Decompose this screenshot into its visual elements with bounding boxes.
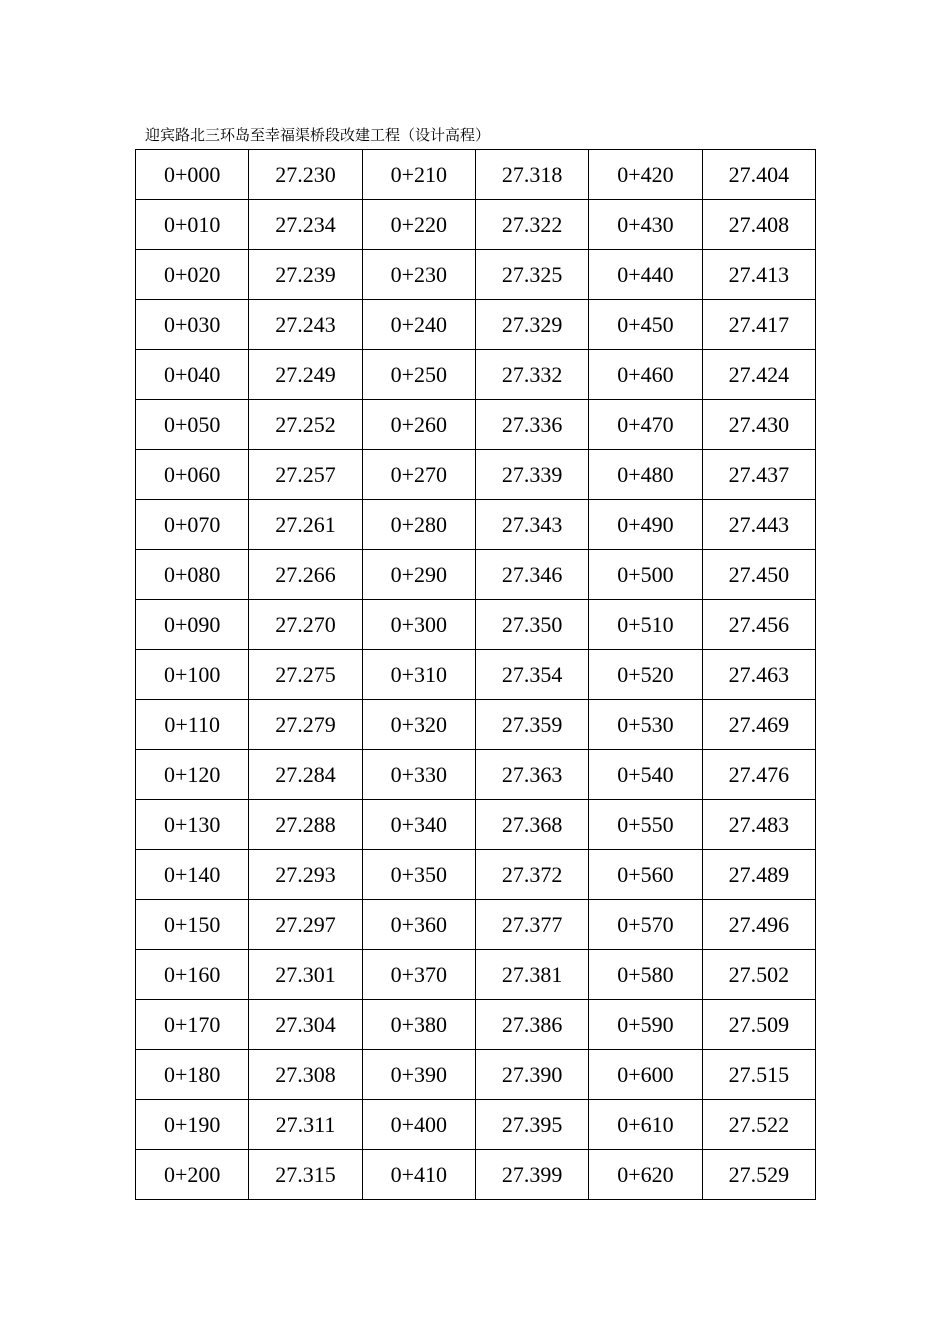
- elevation-cell: 27.318: [475, 150, 588, 200]
- elevation-cell: 27.346: [475, 550, 588, 600]
- station-cell: 0+260: [362, 400, 475, 450]
- station-cell: 0+230: [362, 250, 475, 300]
- station-cell: 0+530: [589, 700, 702, 750]
- elevation-cell: 27.279: [249, 700, 362, 750]
- station-cell: 0+450: [589, 300, 702, 350]
- elevation-cell: 27.297: [249, 900, 362, 950]
- table-row: [136, 550, 816, 600]
- station-cell: 0+250: [362, 350, 475, 400]
- station-cell: 0+000: [136, 150, 249, 200]
- station-cell: 0+350: [362, 850, 475, 900]
- station-cell: 0+600: [589, 1050, 702, 1100]
- station-cell: 0+120: [136, 750, 249, 800]
- elevation-cell: 27.437: [702, 450, 815, 500]
- table-row: [136, 750, 816, 800]
- elevation-cell: 27.270: [249, 600, 362, 650]
- elevation-cell: 27.293: [249, 850, 362, 900]
- elevation-cell: 27.284: [249, 750, 362, 800]
- station-cell: 0+270: [362, 450, 475, 500]
- elevation-cell: 27.443: [702, 500, 815, 550]
- elevation-cell: 27.230: [249, 150, 362, 200]
- elevation-cell: 27.257: [249, 450, 362, 500]
- elevation-cell: 27.343: [475, 500, 588, 550]
- station-cell: 0+330: [362, 750, 475, 800]
- elevation-cell: 27.476: [702, 750, 815, 800]
- elevation-cell: 27.456: [702, 600, 815, 650]
- station-cell: 0+130: [136, 800, 249, 850]
- station-cell: 0+040: [136, 350, 249, 400]
- elevation-cell: 27.234: [249, 200, 362, 250]
- elevation-table: [135, 149, 816, 1200]
- station-cell: 0+060: [136, 450, 249, 500]
- station-cell: 0+210: [362, 150, 475, 200]
- station-cell: 0+520: [589, 650, 702, 700]
- station-cell: 0+310: [362, 650, 475, 700]
- elevation-cell: 27.301: [249, 950, 362, 1000]
- elevation-cell: 27.372: [475, 850, 588, 900]
- elevation-cell: 27.315: [249, 1150, 362, 1200]
- station-cell: 0+480: [589, 450, 702, 500]
- elevation-cell: 27.304: [249, 1000, 362, 1050]
- elevation-cell: 27.261: [249, 500, 362, 550]
- elevation-cell: 27.386: [475, 1000, 588, 1050]
- table-row: [136, 600, 816, 650]
- table-row: [136, 150, 816, 200]
- station-cell: 0+320: [362, 700, 475, 750]
- station-cell: 0+190: [136, 1100, 249, 1150]
- elevation-cell: 27.502: [702, 950, 815, 1000]
- station-cell: 0+370: [362, 950, 475, 1000]
- elevation-cell: 27.390: [475, 1050, 588, 1100]
- table-row: [136, 250, 816, 300]
- station-cell: 0+090: [136, 600, 249, 650]
- elevation-cell: 27.288: [249, 800, 362, 850]
- elevation-cell: 27.359: [475, 700, 588, 750]
- station-cell: 0+470: [589, 400, 702, 450]
- table-row: [136, 1000, 816, 1050]
- station-cell: 0+150: [136, 900, 249, 950]
- station-cell: 0+570: [589, 900, 702, 950]
- elevation-cell: 27.377: [475, 900, 588, 950]
- elevation-cell: 27.311: [249, 1100, 362, 1150]
- elevation-cell: 27.363: [475, 750, 588, 800]
- elevation-cell: 27.424: [702, 350, 815, 400]
- elevation-cell: 27.329: [475, 300, 588, 350]
- station-cell: 0+020: [136, 250, 249, 300]
- elevation-cell: 27.399: [475, 1150, 588, 1200]
- station-cell: 0+380: [362, 1000, 475, 1050]
- elevation-cell: 27.529: [702, 1150, 815, 1200]
- station-cell: 0+050: [136, 400, 249, 450]
- station-cell: 0+620: [589, 1150, 702, 1200]
- station-cell: 0+110: [136, 700, 249, 750]
- elevation-cell: 27.266: [249, 550, 362, 600]
- table-row: [136, 200, 816, 250]
- station-cell: 0+220: [362, 200, 475, 250]
- elevation-cell: 27.308: [249, 1050, 362, 1100]
- table-row: [136, 450, 816, 500]
- station-cell: 0+100: [136, 650, 249, 700]
- elevation-cell: 27.463: [702, 650, 815, 700]
- elevation-cell: 27.354: [475, 650, 588, 700]
- elevation-cell: 27.413: [702, 250, 815, 300]
- station-cell: 0+590: [589, 1000, 702, 1050]
- table-row: [136, 800, 816, 850]
- table-row: [136, 350, 816, 400]
- table-row: [136, 850, 816, 900]
- station-cell: 0+070: [136, 500, 249, 550]
- station-cell: 0+300: [362, 600, 475, 650]
- elevation-cell: 27.336: [475, 400, 588, 450]
- table-row: [136, 1100, 816, 1150]
- station-cell: 0+490: [589, 500, 702, 550]
- elevation-cell: 27.483: [702, 800, 815, 850]
- station-cell: 0+340: [362, 800, 475, 850]
- table-row: [136, 400, 816, 450]
- elevation-table-body: [136, 150, 816, 1200]
- table-row: [136, 500, 816, 550]
- station-cell: 0+390: [362, 1050, 475, 1100]
- station-cell: 0+200: [136, 1150, 249, 1200]
- station-cell: 0+560: [589, 850, 702, 900]
- station-cell: 0+240: [362, 300, 475, 350]
- station-cell: 0+030: [136, 300, 249, 350]
- table-row: [136, 900, 816, 950]
- elevation-cell: 27.350: [475, 600, 588, 650]
- elevation-cell: 27.489: [702, 850, 815, 900]
- elevation-cell: 27.515: [702, 1050, 815, 1100]
- elevation-cell: 27.395: [475, 1100, 588, 1150]
- elevation-cell: 27.325: [475, 250, 588, 300]
- station-cell: 0+080: [136, 550, 249, 600]
- station-cell: 0+500: [589, 550, 702, 600]
- elevation-cell: 27.243: [249, 300, 362, 350]
- station-cell: 0+410: [362, 1150, 475, 1200]
- elevation-cell: 27.469: [702, 700, 815, 750]
- table-row: [136, 950, 816, 1000]
- elevation-cell: 27.522: [702, 1100, 815, 1150]
- elevation-cell: 27.322: [475, 200, 588, 250]
- station-cell: 0+290: [362, 550, 475, 600]
- station-cell: 0+280: [362, 500, 475, 550]
- table-row: [136, 300, 816, 350]
- station-cell: 0+140: [136, 850, 249, 900]
- station-cell: 0+360: [362, 900, 475, 950]
- elevation-cell: 27.450: [702, 550, 815, 600]
- elevation-cell: 27.368: [475, 800, 588, 850]
- station-cell: 0+170: [136, 1000, 249, 1050]
- station-cell: 0+420: [589, 150, 702, 200]
- table-row: [136, 1150, 816, 1200]
- station-cell: 0+430: [589, 200, 702, 250]
- station-cell: 0+550: [589, 800, 702, 850]
- station-cell: 0+510: [589, 600, 702, 650]
- elevation-cell: 27.417: [702, 300, 815, 350]
- station-cell: 0+540: [589, 750, 702, 800]
- station-cell: 0+440: [589, 250, 702, 300]
- station-cell: 0+160: [136, 950, 249, 1000]
- station-cell: 0+610: [589, 1100, 702, 1150]
- table-row: [136, 700, 816, 750]
- elevation-cell: 27.249: [249, 350, 362, 400]
- station-cell: 0+580: [589, 950, 702, 1000]
- station-cell: 0+180: [136, 1050, 249, 1100]
- elevation-cell: 27.252: [249, 400, 362, 450]
- station-cell: 0+460: [589, 350, 702, 400]
- table-row: [136, 1050, 816, 1100]
- elevation-cell: 27.404: [702, 150, 815, 200]
- elevation-cell: 27.381: [475, 950, 588, 1000]
- elevation-cell: 27.239: [249, 250, 362, 300]
- elevation-cell: 27.332: [475, 350, 588, 400]
- elevation-cell: 27.408: [702, 200, 815, 250]
- elevation-cell: 27.430: [702, 400, 815, 450]
- station-cell: 0+400: [362, 1100, 475, 1150]
- elevation-cell: 27.275: [249, 650, 362, 700]
- elevation-cell: 27.509: [702, 1000, 815, 1050]
- elevation-cell: 27.496: [702, 900, 815, 950]
- document-title: 迎宾路北三环岛至幸福渠桥段改建工程（设计高程）: [145, 126, 491, 144]
- elevation-cell: 27.339: [475, 450, 588, 500]
- table-row: [136, 650, 816, 700]
- station-cell: 0+010: [136, 200, 249, 250]
